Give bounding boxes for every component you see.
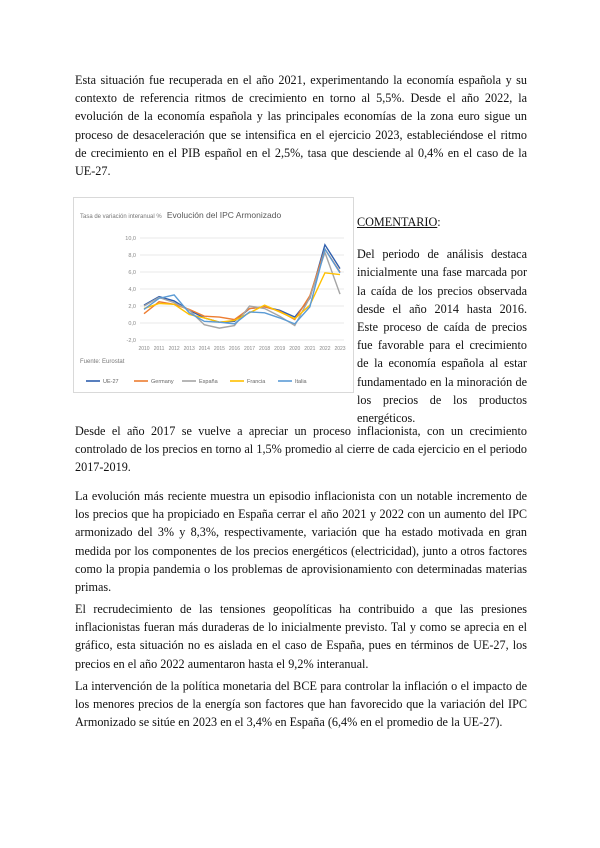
legend-label: Germany — [151, 379, 174, 385]
x-tick-label: 2014 — [198, 346, 210, 352]
paragraph-geopolitics: El recrudecimiento de las tensiones geopolíticas ha contribuido a que las presiones inflacionistas fueran más duraderas de lo inicialmente previsto. Tal y como se aprecia en el gráfico, esta situación no es aislada en el caso de España, pues en términos de UE-27, los precios en el año 2022 aumentaron hasta el 9,2% interanual. — [75, 602, 527, 671]
y-tick-label: -2,0 — [126, 338, 136, 344]
paragraph-economy: Esta situación fue recuperada en el año 2021, experimentando la economía española y su contexto de referencia ritmos de crecimiento en torno al 5,5%. Desde el año 2022, la evolución de la economía española y las principales economías de la zona euro sigue un proceso de desaceleración que se intensifica en el ejercicio 2023, estableciéndose el ritmo de crecimiento en el PIB español en el 2,5%, tasa que desciende al 0,4% en el caso de la UE-27. — [75, 73, 527, 179]
series-line-ue-27 — [144, 245, 340, 322]
y-tick-label: 8,0 — [128, 253, 136, 259]
ipc-chart — [73, 197, 354, 393]
x-tick-label: 2019 — [274, 346, 286, 352]
comment-colon: : — [437, 215, 441, 229]
x-tick-label: 2012 — [168, 346, 180, 352]
y-tick-label: 10,0 — [125, 236, 136, 242]
legend-label: España — [199, 379, 218, 385]
x-tick-label: 2023 — [334, 346, 346, 352]
comment-text: Del periodo de análisis destaca inicialmente una fase marcada por la caída de los precios observada desde el año 2014 hasta 2016. Este proceso de caída de precios fue favorable para el crecimiento de la economía española al estar fundamentado en la minoración de los precios de los productos energéticos. — [357, 247, 527, 426]
paragraph-bce: La intervención de la política monetaria del BCE para controlar la inflación o el impacto de los menores precios de la energía son factores que han favorecido que la variación del IPC Armonizado se sitúe en 2023 en el 3,4% en España (6,4% en el promedio de la UE-27). — [75, 679, 527, 730]
x-tick-label: 2010 — [138, 346, 150, 352]
y-tick-label: 2,0 — [128, 304, 136, 310]
x-tick-label: 2017 — [243, 346, 256, 352]
comment-box — [357, 213, 527, 427]
series-line-italia — [144, 249, 340, 324]
x-tick-label: 2011 — [153, 346, 165, 352]
y-tick-label: 6,0 — [128, 270, 136, 276]
x-tick-label: 2022 — [319, 346, 331, 352]
chart-title: Evolución del IPC Armonizado — [166, 210, 282, 220]
legend-label: UE-27 — [103, 379, 119, 385]
series-line-germany — [144, 249, 340, 320]
paragraph-recent: La evolución más reciente muestra un episodio inflacionista con un notable incremento de los precios que ha propiciado en España cerrar el año 2021 y 2022 con un aumento del IPC armonizado del 3% y 8,3%, respectivamente, variación que ha estado motivada en gran medida por los componentes de los precios energéticos (electricidad), junto a otros factores como la propia pandemia o los problemas de aprovisionamiento con determinadas materias primas. — [75, 489, 527, 595]
paragraph-2017: Desde el año 2017 se vuelve a apreciar un proceso inflacionista, con un crecimiento controlado de los precios en torno al 1,5% promedio al cierre de cada ejercicio en el periodo 2017-2019. — [75, 424, 527, 475]
legend-label: Francia — [247, 379, 266, 385]
y-tick-label: 0,0 — [128, 321, 136, 327]
legend-label: Italia — [295, 379, 307, 385]
chart-ylabel: Tasa de variación interanual % — [80, 214, 162, 220]
x-tick-label: 2020 — [289, 346, 301, 352]
x-tick-label: 2018 — [259, 346, 271, 352]
x-tick-label: 2013 — [183, 346, 195, 352]
comment-heading: COMENTARIO — [357, 215, 438, 229]
ipc-chart-svg — [74, 198, 353, 392]
x-tick-label: 2015 — [213, 346, 225, 352]
x-tick-label: 2021 — [304, 346, 316, 352]
x-tick-label: 2016 — [228, 346, 241, 352]
y-tick-label: 4,0 — [128, 287, 136, 293]
chart-source: Fuente: Eurostat — [80, 359, 125, 365]
